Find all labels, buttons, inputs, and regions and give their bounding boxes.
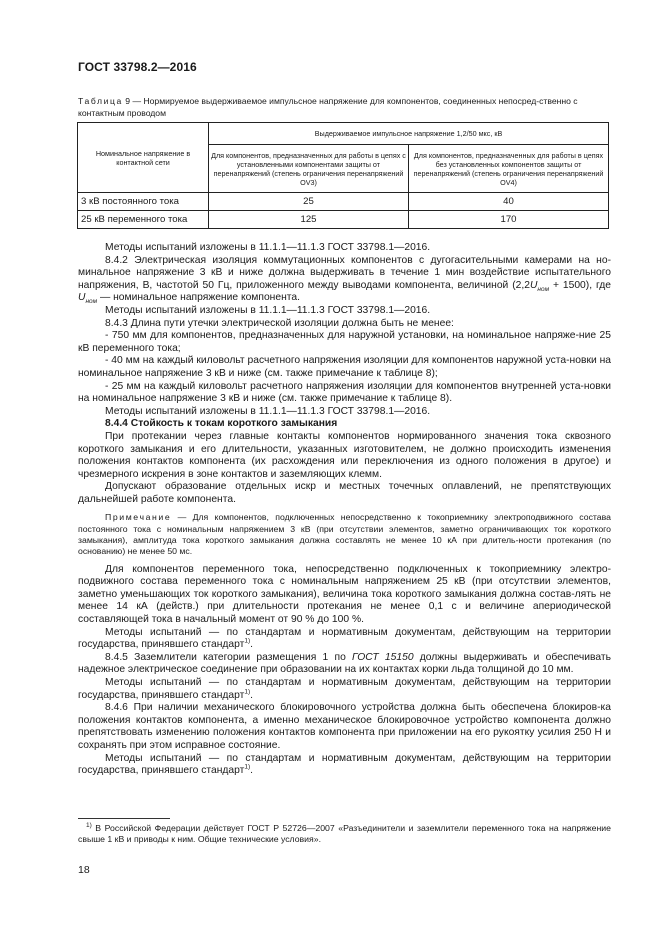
table-header-group: Выдерживаемое импульсное напряжение 1,2/50 мкс, кВ (209, 123, 609, 145)
table-cell-label: 3 кВ постоянного тока (78, 193, 209, 211)
paragraph: Допускают образование отдельных искр и местных точечных оплавлений, не препятствующих дальнейшей работе компонента. (78, 481, 611, 505)
section-heading-8-4-4: 8.4.4 Стойкость к токам короткого замыкания (105, 418, 338, 430)
footnote: $^{1)}$ В Российской Федерации действует ГОСТ Р 52726—2007 «Разъединители и заземлители переменного тока на напряжение свыше 1 кВ и приводы к ним. Общие технические условия». (78, 822, 611, 844)
table-cell-label: 25 кВ переменного тока (78, 211, 209, 229)
footnote-mark: 1) (86, 822, 92, 830)
paragraph: Методы испытаний изложены в 11.1.1—11.1.3 ГОСТ 33798.1—2016. (105, 304, 431, 316)
footnote-divider (78, 818, 170, 819)
paragraph: При протекании через главные контакты компонентов нормированного значения тока сквозного короткого замыкания и его длительности, указанных изготовителем, не должно происходить изменения положения контактов компонента (их расхождения или переключения из одного положения в другое) и чрезмерного искрения в зоне контактов и заземляющих клемм. (78, 430, 611, 480)
list-item: - 40 мм на каждый киловольт расчетного напряжения изоляции для компонентов наружной уста-новки на номинальное напряжение 3 кВ и ниже (см. также примечание к таблице 8); (78, 355, 611, 379)
table-cell-ov3: 125 (209, 211, 409, 229)
paragraph-8-4-3: 8.4.3 Длина пути утечки электрической изоляции должна быть не менее: (105, 317, 454, 329)
paragraph-8-4-5: 8.4.5 Заземлители категории размещения 1 по ГОСТ 15150 должны выдерживать и обеспечивать надежное электрическое соединение при образовании на их контактах корки льда толщиной до 10 мм. (78, 651, 611, 676)
table-header-ov3: Для компонентов, предназначенных для работы в цепях с установленными компонентами защиты от перенапряжений (степень ограничения перенапряжений OV3) (209, 145, 409, 193)
table-row (78, 193, 609, 211)
paragraph: Для компонентов переменного тока, непосредственно подключенных к токоприемнику электро-подвижного состава переменного тока с номинальным напряжением 25 кВ (при отсутствии элементов, заметно уменьшающих ток короткого замыкания), величина тока короткого замыкания должна состав-лять не менее 14 кА (действ.) при длительности протекания не менее 0,1 с и величине апериодической составляющей тока в начальный момент от 90 % до 100 %. (78, 563, 611, 626)
paragraph: Методы испытаний — по стандартам и нормативным документам, действующим на территории государства, принявшего стандарт$^{1)}$. (78, 752, 611, 777)
document-header: ГОСТ 33798.2—2016 (78, 60, 197, 74)
note: Примечание — Для компонентов, подключенных непосредственно к токоприемнику электроподвижного состава постоянного тока с номинальным напряжением 3 кВ (при отсутствии элементов, заметно ограничивающих ток короткого замыкания), амплитуда тока короткого замыкания должна составлять не менее 10 кА при длитель-ности протекания (по основанию) не менее 50 мс. (78, 512, 611, 557)
paragraph-8-4-2: 8.4.2 Электрическая изоляция коммутационных компонентов с дугогасительными камерами на но-минальное напряжение 3 кВ и ниже должна выдерживать в течение 1 мин воздействие испытательного напряжения, В, частотой 50 Гц, приложенного между выводами компонента, величиной $(2,2U_{ном} + 1500)$, где $U_{ном}$ — номинальное напряжение компонента. (78, 254, 611, 306)
footnote-ref: 1) (244, 763, 251, 771)
impulse-voltage-table (77, 122, 609, 229)
table-caption (78, 95, 608, 119)
list-item: - 750 мм для компонентов, предназначенных для наружной установки, на номинальное напряже-ние 25 кВ переменного тока; (78, 330, 611, 354)
paragraph-8-4-6: 8.4.6 При наличии механического блокировочного устройства должна быть обеспечена блокиров-ка положения контактов компонента, а именно механическое блокировочное устройство компонента должно препятствовать изменению положения контактов компонента при приложении на его рукоятку усилия 250 Н и сохранять при этом исправное состояние. (78, 702, 611, 751)
table-caption-label: Таблица (78, 96, 123, 106)
paragraph: Методы испытаний изложены в 11.1.1—11.1.3 ГОСТ 33798.1—2016. (105, 242, 431, 253)
table-header-ov4: Для компонентов, предназначенных для работы в цепях без установленных компонентов защиты от перенапряжений (степень ограничения перенапряжений OV4) (409, 145, 609, 193)
table-cell-ov3: 25 (209, 193, 409, 211)
table-caption-text: 9 — Нормируемое выдерживаемое импульсное напряжение для компонентов, соединенных непосред-ственно с контактным проводом (78, 96, 578, 118)
table-row (78, 211, 609, 229)
table-cell-ov4: 170 (409, 211, 609, 229)
footnote-ref: 1) (244, 637, 251, 645)
note-label: Примечание (105, 512, 172, 523)
paragraph: Методы испытаний изложены в 11.1.1—11.1.3 ГОСТ 33798.1—2016. (105, 405, 431, 417)
footnote-ref: 1) (244, 688, 251, 696)
paragraph: Методы испытаний — по стандартам и нормативным документам, действующим на территории государства, принявшего стандарт$^{1)}$. (78, 626, 611, 651)
body-text (78, 242, 611, 778)
table-header-nominal-voltage: Номинальное напряжение в контактной сети (78, 123, 209, 193)
list-item: - 25 мм на каждый киловольт расчетного напряжения изоляции для компонентов внутренней уста-новки на номинальное напряжение 3 кВ и ниже (см. также примечание к таблице 8). (78, 380, 611, 405)
table-cell-ov4: 40 (409, 193, 609, 211)
page-number: 18 (78, 864, 90, 876)
paragraph: Методы испытаний — по стандартам и нормативным документам, действующим на территории государства, принявшего стандарт$^{1)}$. (78, 677, 611, 701)
